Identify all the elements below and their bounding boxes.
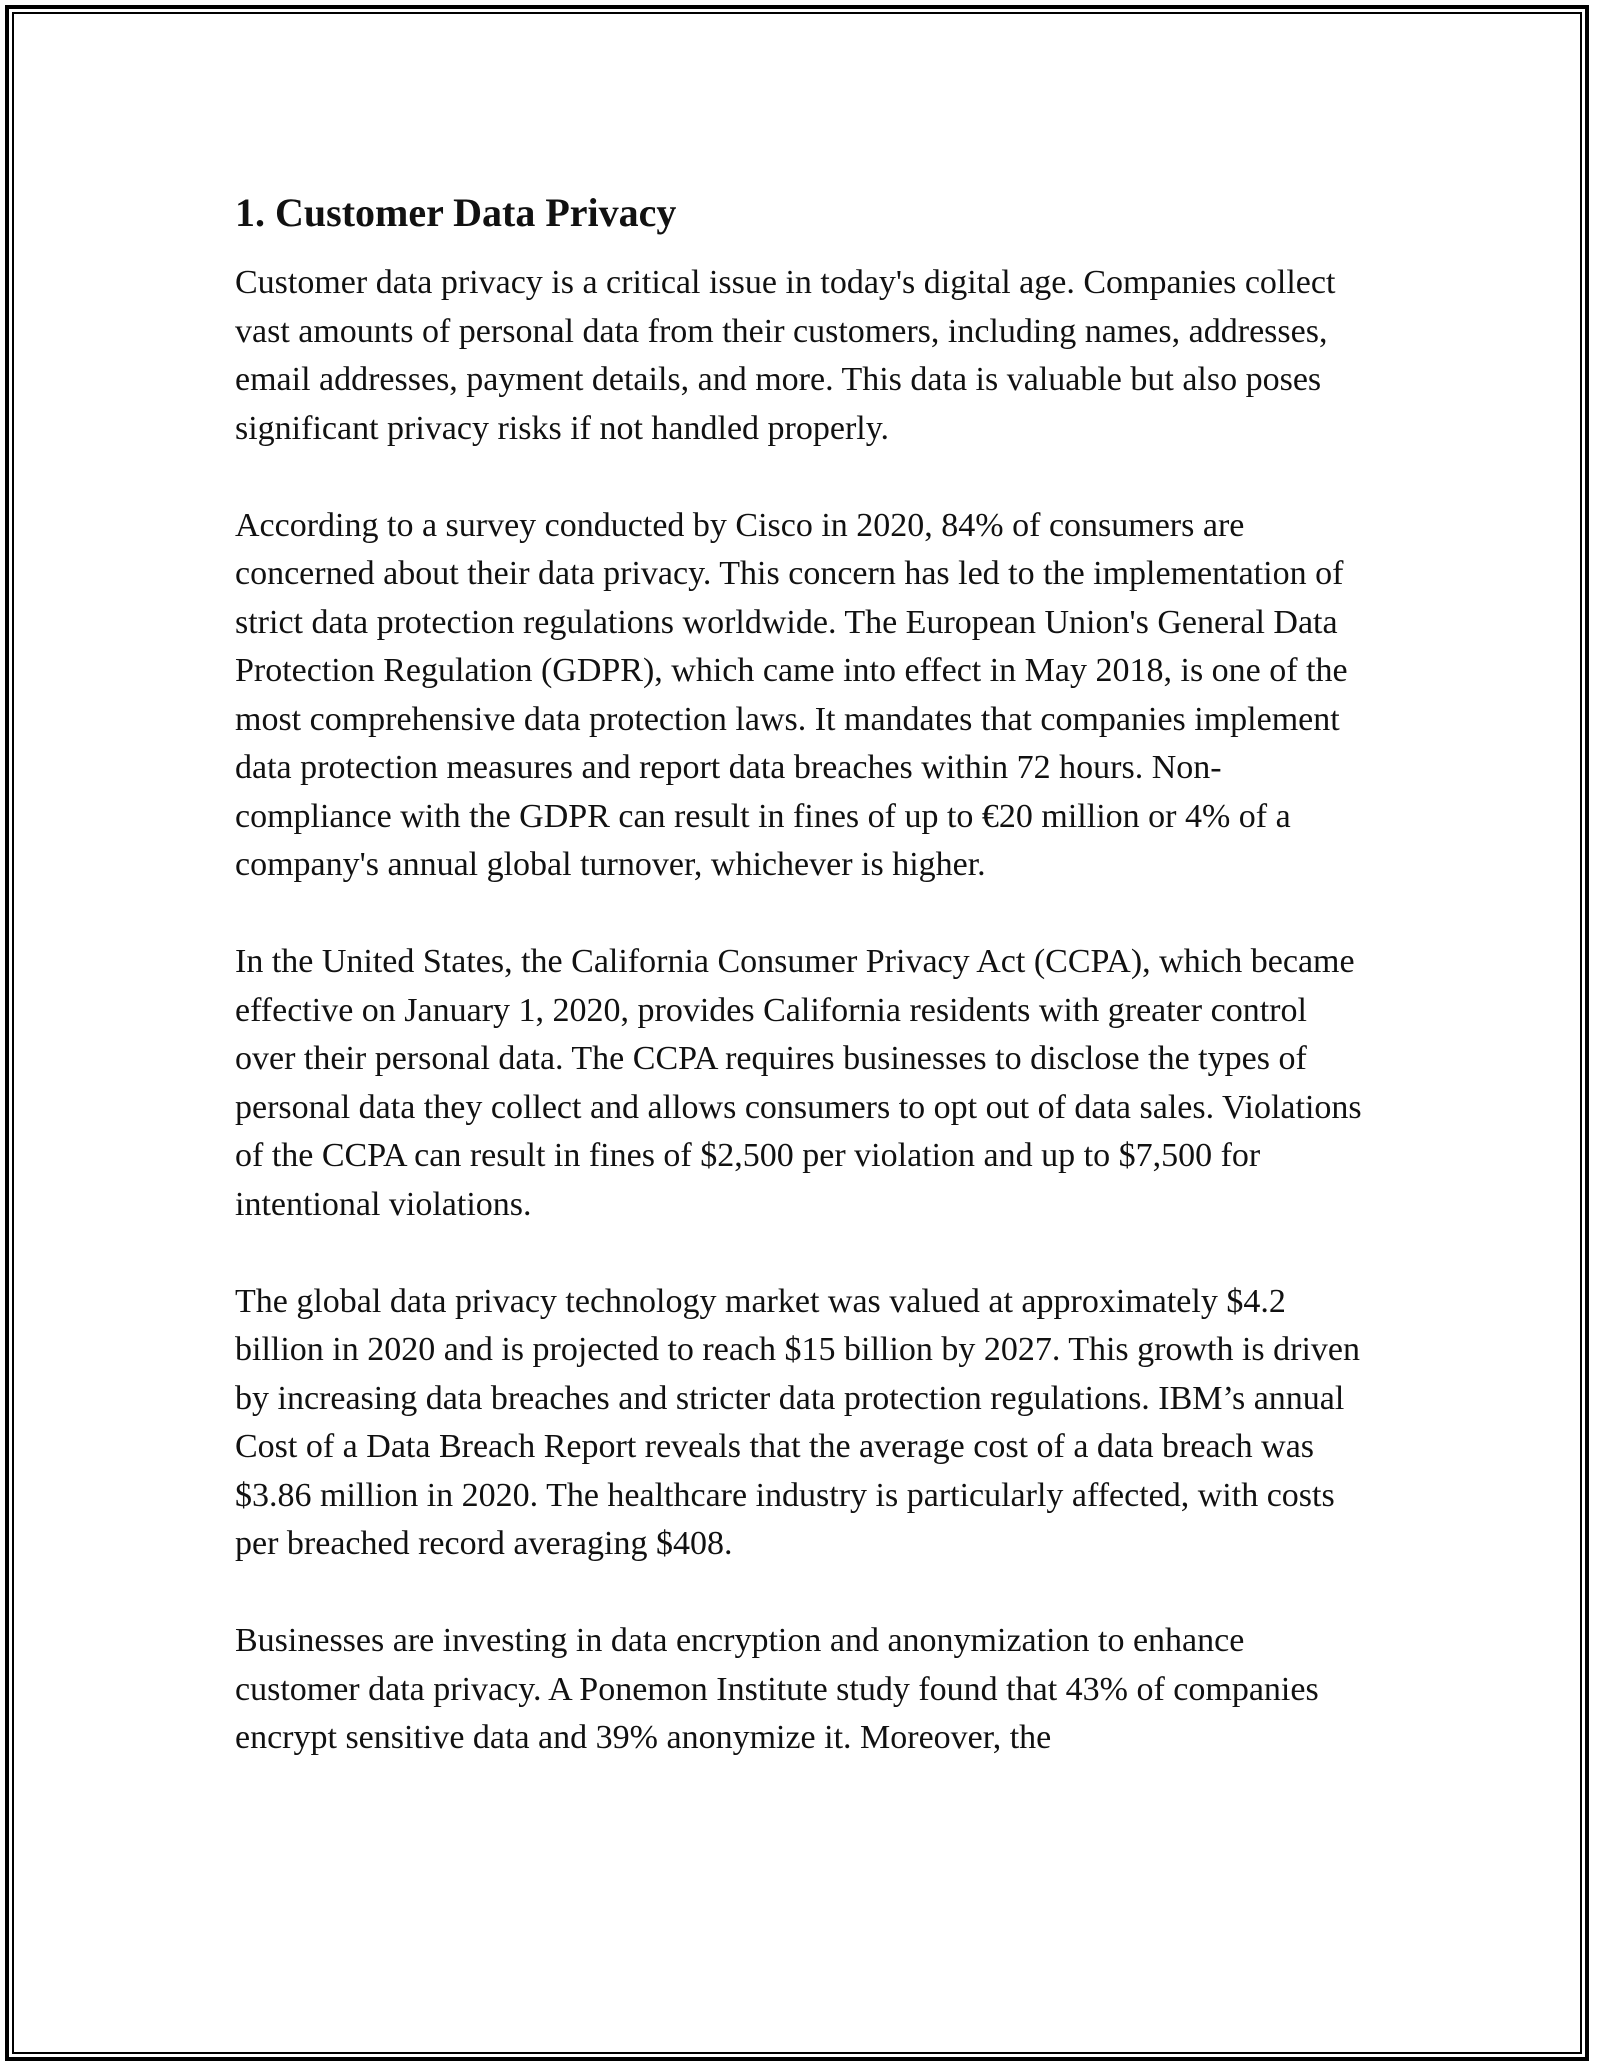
document-body <box>235 185 1375 1811</box>
paragraph-gdpr: According to a survey conducted by Cisco in 2020, 84% of consumers are concerned about their data privacy. This concern has led to the implementation of strict data protection regulations worldwide. The European Union's General Data Protection Regulation (GDPR), which came into effect in May 2018, is one of the most comprehensive data protection laws. It mandates that companies implement data protection measures and report data breaches within 72 hours. Non-compliance with the GDPR can result in fines of up to €20 million or 4% of a company's annual global turnover, whichever is higher. <box>235 506 1348 883</box>
section-heading: 1. Customer Data Privacy <box>235 190 677 235</box>
paragraph-ccpa: In the United States, the California Consumer Privacy Act (CCPA), which became effective on January 1, 2020, provides California residents with greater control over their personal data. The CCPA requires businesses to disclose the types of personal data they collect and allows consumers to opt out of data sales. Violations of the CCPA can result in fines of $2,500 per violation and up to $7,500 for intentional violations. <box>235 943 1362 1223</box>
paragraph-market: The global data privacy technology market was valued at approximately $4.2 billion in 2020 and is projected to reach $15 billion by 2027. This growth is driven by increasing data breaches and stricter data protection regulations. IBM’s annual Cost of a Data Breach Report reveals that the average cost of a data breach was $3.86 million in 2020. The healthcare industry is particularly affected, with costs per breached record averaging $408. <box>235 1282 1361 1562</box>
paragraph-intro: Customer data privacy is a critical issue in today's digital age. Companies collect vast amounts of personal data from their customers, including names, addresses, email addresses, payment details, and more. This data is valuable but also poses significant privacy risks if not handled properly. <box>235 264 1336 447</box>
paragraph-encryption: Businesses are investing in data encryption and anonymization to enhance customer data privacy. A Ponemon Institute study found that 43% of companies encrypt sensitive data and 39% anonymize it. Moreover, the <box>235 1622 1319 1756</box>
